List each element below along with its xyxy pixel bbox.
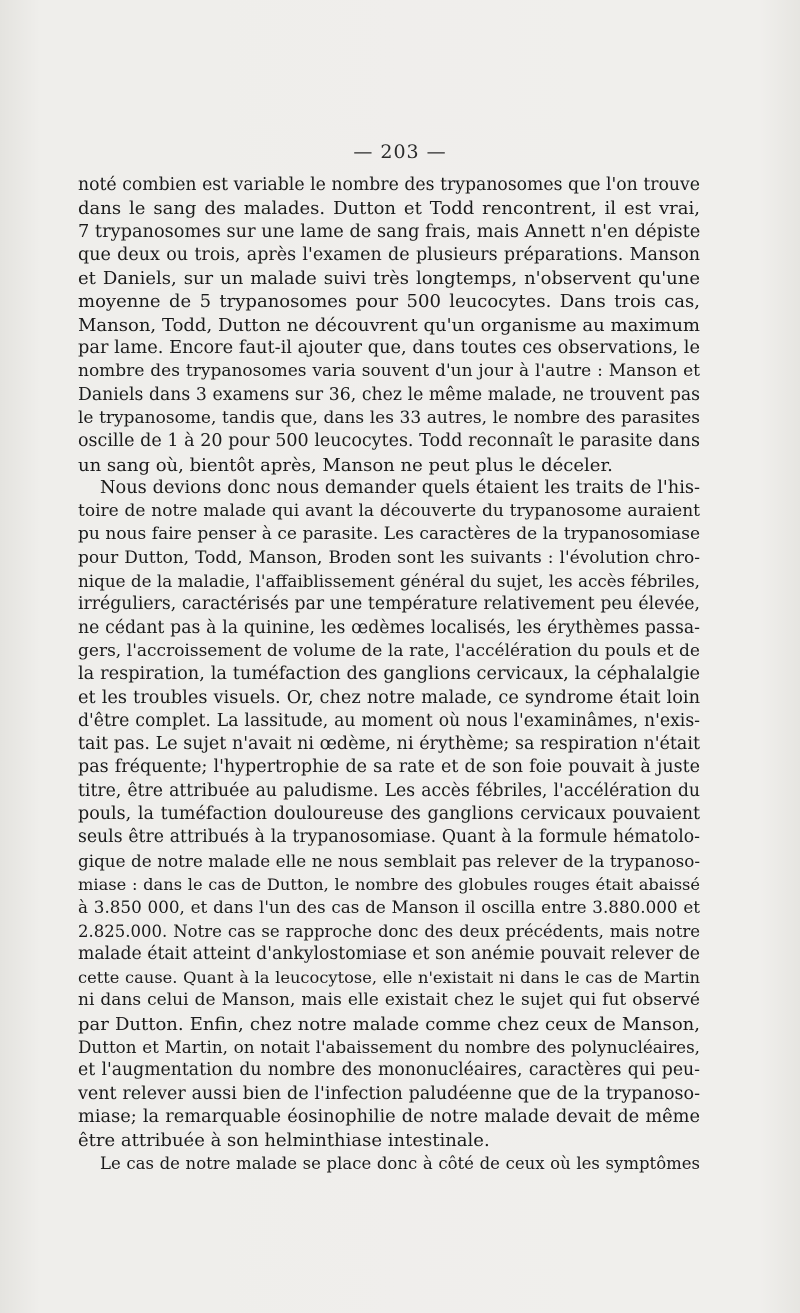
text-line: dans le sang des malades. Dutton et Todd rencontrent, il est vrai, [78,198,700,220]
text-line: le trypanosome, tandis que, dans les 33 autres, le nombre des parasites [78,407,700,428]
text-line: seuls être attribués à la trypanosomiase. Quant à la formule hématolo- [78,827,700,848]
text-line: miase; la remarquable éosinophilie de notre malade devait de même [78,1106,700,1127]
text-line: irréguliers, caractérisés par une température relativement peu élevée, [78,594,700,615]
text-line: pour Dutton, Todd, Manson, Broden sont les suivants : l'évolution chro- [78,547,700,568]
text-line: tait pas. Le sujet n'avait ni œdème, ni érythème; sa respiration n'était [78,734,700,755]
text-line: 2.825.000. Notre cas se rapproche donc des deux précédents, mais notre [78,921,700,941]
text-line: 7 trypanosomes sur une lame de sang frais, mais Annett n'en dépiste [78,221,701,242]
text-line: ni dans celui de Manson, mais elle existait chez le sujet qui fut observé [78,990,700,1011]
body-text [78,174,700,1176]
text-line: vent relever aussi bien de l'infection paludéenne que de la trypanoso- [78,1083,700,1104]
text-line: Manson, Todd, Dutton ne découvrent qu'un organisme au maximum [78,314,700,336]
text-line: et les troubles visuels. Or, chez notre malade, ce syndrome était loin [78,687,700,708]
text-line: pas fréquente; l'hypertrophie de sa rate et de son foie pouvait à juste [78,757,700,778]
text-line: et l'augmentation du nombre des mononucléaires, caractères qui peu- [78,1060,700,1081]
text-line: ne cédant pas à la quinine, les œdèmes localisés, les érythèmes passa- [78,617,700,638]
text-line: d'être complet. La lassitude, au moment où nous l'examinâmes, n'exis- [78,710,700,731]
text-line: gers, l'accroissement de volume de la rate, l'accélération du pouls et de [78,640,700,661]
text-line: Daniels dans 3 examens sur 36, chez le même malade, ne trouvent pas [78,384,700,405]
text-line: oscille de 1 à 20 pour 500 leucocytes. Todd reconnaît le parasite dans [78,431,700,452]
text-line: la respiration, la tuméfaction des ganglions cervicaux, la céphalalgie [78,664,700,685]
text-line: par lame. Encore faut-il ajouter que, dans toutes ces observations, le [78,338,700,359]
text-line: pu nous faire penser à ce parasite. Les caractères de la trypanosomiase [78,524,700,545]
text-line: un sang où, bientôt après, Manson ne peut plus le déceler. [78,454,613,476]
text-line: Le cas de notre malade se place donc à côté de ceux où les symptômes [100,1154,700,1174]
text-line: moyenne de 5 trypanosomes pour 500 leucocytes. Dans trois cas, [78,291,700,313]
text-line: titre, être attribuée au paludisme. Les accès fébriles, l'accélération du [78,780,700,801]
text-line: cette cause. Quant à la leucocytose, elle n'existait ni dans le cas de Martin [78,968,700,988]
text-line: nique de la maladie, l'affaiblissement général du sujet, les accès fébriles, [78,571,700,592]
text-line: noté combien est variable le nombre des trypanosomes que l'on trouve [78,175,700,195]
text-line: et Daniels, sur un malade suivi très longtemps, n'observent qu'une [78,268,700,290]
text-line: pouls, la tuméfaction douloureuse des ganglions cervicaux pouvaient [78,804,700,825]
text-line: gique de notre malade elle ne nous semblait pas relever de la trypanoso- [78,850,700,871]
text-line: malade était atteint d'ankylostomiase et son anémie pouvait relever de [78,943,700,964]
text-line: à 3.850 000, et dans l'un des cas de Manson il oscilla entre 3.880.000 et [78,897,700,918]
text-line: Nous devions donc nous demander quels étaient les traits de l'his- [100,477,700,498]
text-line: par Dutton. Enfin, chez notre malade comme chez ceux de Manson, [78,1013,700,1035]
text-line: être attribuée à son helminthiase intestinale. [78,1130,490,1152]
page-number: — 203 — [353,141,447,163]
text-line: miase : dans le cas de Dutton, le nombre des globules rouges était abaissé [78,874,700,894]
text-line: nombre des trypanosomes varia souvent d'un jour à l'autre : Manson et [78,361,700,382]
text-line: que deux ou trois, après l'examen de plusieurs préparations. Manson [78,244,700,265]
text-line: toire de notre malade qui avant la découverte du trypanosome auraient [78,501,700,522]
text-line: Dutton et Martin, on notait l'abaissement du nombre des polynucléaires, [78,1036,700,1057]
